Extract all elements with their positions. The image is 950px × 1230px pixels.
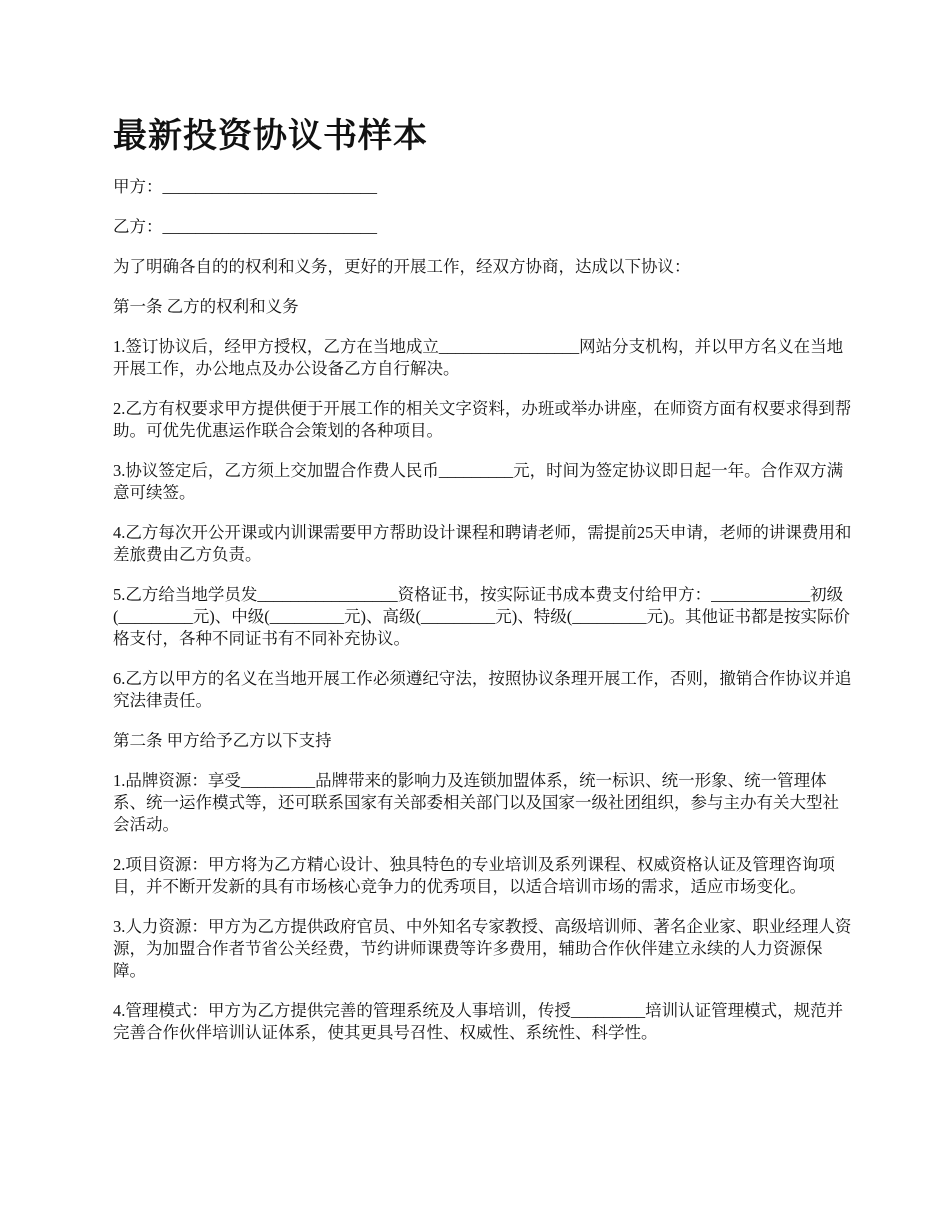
party-b-line: 乙方：__________________________ (113, 217, 377, 236)
article-2-item-4: 4.管理模式：甲方为乙方提供完善的管理系统及人事培训，传授_________培训认证管理模式，规范并完善合作伙伴培训认证体系，使其更具号召性、权威性、系统性、科学性。 (113, 1001, 844, 1042)
article-2-heading: 第二条 甲方给予乙方以下支持 (113, 731, 332, 750)
article-1-item-6: 6.乙方以甲方的名义在当地开展工作必须遵纪守法，按照协议条理开展工作，否则，撤销合作协议并追究法律责任。 (113, 669, 852, 710)
intro-paragraph: 为了明确各自的的权利和义务，更好的开展工作，经双方协商，达成以下协议： (113, 257, 691, 276)
article-1-heading: 第一条 乙方的权利和义务 (113, 297, 299, 316)
article-1-item-1: 1.签订协议后，经甲方授权，乙方在当地成立_________________网站分支机构，并以甲方名义在当地开展工作，办公地点及办公设备乙方自行解决。 (113, 337, 844, 378)
document-title: 最新投资协议书样本 (113, 116, 428, 156)
article-2-item-1: 1.品牌资源：享受_________品牌带来的影响力及连锁加盟体系，统一标识、统一形象、统一管理体系、统一运作模式等，还可联系国家有关部委相关部门以及国家一级社团组织，参与主办有关大型社会活动。 (113, 771, 839, 834)
article-2-item-2: 2.项目资源：甲方将为乙方精心设计、独具特色的专业培训及系列课程、权威资格认证及管理咨询项目，并不断开发新的具有市场核心竞争力的优秀项目，以适合培训市场的需求，适应市场变化。 (113, 855, 835, 896)
article-1-item-3: 3.协议签定后，乙方须上交加盟合作费人民币_________元，时间为签定协议即日起一年。合作双方满意可续签。 (113, 461, 844, 502)
article-1-item-5: 5.乙方给当地学员发_________________资格证书，按实际证书成本费支付给甲方：____________初级(_________元)、中级(_________元)、高级(_________元)、特级(_________元)。其他证书都是按实际价格支付，各种不同证书有不同补充协议。 (113, 585, 850, 648)
article-2-item-3: 3.人力资源：甲方为乙方提供政府官员、中外知名专家教授、高级培训师、著名企业家、职业经理人资源，为加盟合作者节省公关经费，节约讲师课费等许多费用，辅助合作伙伴建立永续的人力资源保障。 (113, 917, 852, 980)
document-page (113, 108, 853, 1062)
article-1-item-2: 2.乙方有权要求甲方提供便于开展工作的相关文字资料，办班或举办讲座，在师资方面有权要求得到帮助。可优先优惠运作联合会策划的各种项目。 (113, 399, 852, 440)
party-a-line: 甲方：__________________________ (113, 177, 377, 196)
article-1-item-4: 4.乙方每次开公开课或内训课需要甲方帮助设计课程和聘请老师，需提前25天申请，老师的讲课费用和差旅费由乙方负责。 (113, 523, 852, 564)
